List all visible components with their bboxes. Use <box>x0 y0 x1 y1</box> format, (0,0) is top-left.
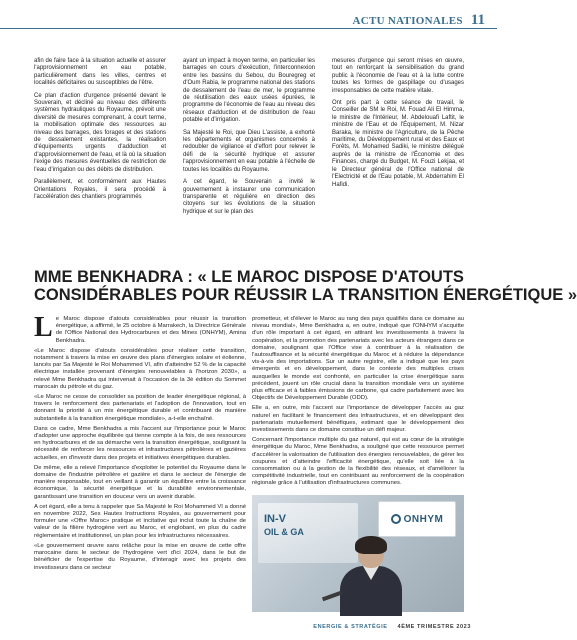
article-title <box>34 268 577 304</box>
previous-article-columns <box>34 58 464 268</box>
paragraph: prometteur, et d'élever le Maroc au rang des pays qualifiés dans ce domaine au niveau mondial», Mme Benkhadra a, en outre, indiqué que l'ONHYM s'acquitte d'un rôle important à cet égard, en attirant les investissements à travers la coopération, et la promotion des partenariats avec les acteurs étrangers dans ce domaine, soulignant que l'Office vise à contribuer à la réalisation de l'autosuffisance et la sécurité énergétique du Maroc et à réduire la dépendance vis-à-vis des importations. Sur un autre registre, elle a indiqué que les pays émergents et en développement, dans le contexte des multiples crises auxquelles le monde est confronté, en particulier la crise énergétique sans précédent, jouent un rôle crucial dans la transition mondiale vers un système plus efficace et à faibles émissions de carbone, qui cadre parfaitement avec les Objectifs de Développement Durable (ODD). <box>252 316 464 402</box>
lead-paragraph: Le Maroc dispose d'atouts considérables pour réussir la transition énergétique, a affirmé, le 25 octobre à Marrakech, la Directrice Générale de l'Office National des Hydrocarbures et des Mines (ONHYM), Amina Benkhadra. <box>34 312 246 344</box>
paragraph: Elle a, en outre, mis l'accent sur l'importance de développer l'accès au gaz naturel en facilitant le financement des infrastructures, et en développant des partenariats mutuellement bénéfiques, estimant que le développement des investissements dans ce domaine constitue un défi majeur. <box>252 405 464 434</box>
column-3 <box>332 58 464 268</box>
paragraph: A cet égard, le Souverain a invité le gouvernement à instaurer une communication transparente et régulière en direction des citoyens sur les évolutions de la situation hydrique et sur le plan des <box>183 179 315 215</box>
page-number: 11 <box>470 12 485 28</box>
speaker-figure <box>336 538 406 612</box>
logo-text: ONHYM <box>403 513 444 525</box>
article-title-line-1: MME BENKHADRA : « LE MAROC DISPOSE D'ATOUTS <box>34 268 464 286</box>
paragraph: «Le Maroc ne cesse de consolider sa position de leader énergétique régional, à travers le renforcement des partenariats et l'adoption de l'innovation, tout en donnant la priorité à un mix énergétique durable et contribuant de manière substantielle à la transition énergétique mondiale», a-t-elle enchaîné. <box>34 394 246 422</box>
banner-text: IN-V <box>264 513 286 525</box>
paragraph: Concernant l'importance multiple du gaz naturel, qui est au cœur de la stratégie énergétique du Maroc, Mme Benkhadra, a souligné que cette ressource permet d'accélérer la valorisation de l'utilisation des énergies renouvelables, de gérer les coupures et d'atteindre l'efficacité énergétique, qu'elle soit liée à la consommation ou à la gestion de la flexibilité des réseaux, et d'améliorer la compétitivité industrielle, tout en contribuant au renforcement de la coopération régionale grâce à l'utilisation d'infrastructures communes. <box>252 437 464 487</box>
magazine-name: ENERGIE & STRATÉGIE <box>313 624 388 630</box>
logo-mark-icon <box>391 514 401 524</box>
right-text-block <box>252 316 464 491</box>
paragraph: «Le gouvernement œuvre sans relâche pour la mise en œuvre de cette offre marocaine dans le secteur de l'hydrogène vert d'ici 2024, dans le but de bénéficier de l'expertise du Royaume, d'interagir avec les projets des investisseurs dans ce secteur <box>34 542 246 571</box>
onhym-logo <box>378 501 456 537</box>
paragraph: afin de faire face à la situation actuelle et assurer l'approvisionnement en eau potable, particulièrement dans les villes, centres et localités déficitaires ou susceptibles de l'être. <box>34 58 166 87</box>
paragraph: Ce plan d'action d'urgence présenté devant le Souverain, et décliné au niveau des différents systèmes hydrauliques du Royaume, prévoit une diversité de mesures comprenant, à court terme, la mobilisation optimale des ressources au niveau des barrages, des forages et des stations de dessalement existantes, la réalisation d'équipements urgents d'adduction et d'approvisionnement de l'eau, et là où la situation l'exige des mesures éventuelles de restriction de l'eau d'irrigation ou des débits de distribution. <box>34 92 166 173</box>
paragraph: A cet égard, elle a tenu à rappeler que Sa Majesté le Roi Mohammed VI a donné en novembre 2022, Ses Hautes Instructions Royales, au gouvernement pour formuler une «Offre Maroc» pratique et incitative qui inclut toute la chaîne de valeur de la filière hydrogène vert au Maroc, et englobant, en plus du cadre réglementaire et institutionnel, un plan pour les infrastructures nécessaires. <box>34 503 246 539</box>
paragraph: ayant un impact à moyen terme, en particulier les barrages en cours d'exécution, l'interconnexion entre les bassins du Sebou, du Bouregreg et d'Oum Rabia, le programme national des stations de dessalement de l'eau de mer, le programme de réutilisation des eaux usées épurées, le programme de l'économie de l'eau au niveau des réseaux d'adduction et de distribution de l'eau potable et d'irrigation. <box>183 58 315 124</box>
paragraph: Ont pris part à cette séance de travail, le Conseiller de SM le Roi, M. Fouad Ali El Himma, le ministre de l'Intérieur, M. Abdelouafi Laftit, le ministre de l'Eau et de l'Équipement, M. Nizar Baraka, le ministre de l'Agriculture, de la Pêche maritime, du Développement rural et des Eaux et Forêts, M. Mohamed Sadiki, le ministre délégué auprès de la ministre de l'Économie et des Finances, chargé du Budget, M. Fouzi Lekjaa, et le Directeur général de l'Office national de l'Electricité et de l'Eau potable, M. Abderrahim El Hafidi. <box>332 100 464 188</box>
banner-subtext: OIL & GA <box>264 527 304 537</box>
paragraph: Parallèlement, et conformément aux Hautes Orientations Royales, il sera procédé à l'accélération des chantiers programmés <box>34 179 166 200</box>
paragraph: Sa Majesté le Roi, que Dieu L'assiste, a exhorté les départements et organismes concernés à redoubler de vigilance et d'effort pour relever le défi de la sécurité hydrique et assurer l'approvisionnement en eau potable à l'échelle de toutes les localités du Royaume. <box>183 129 315 173</box>
column-2 <box>183 58 315 268</box>
page-header <box>352 12 485 29</box>
dropcap: L <box>34 312 53 343</box>
article-left-column <box>34 312 246 619</box>
article-right-column <box>252 316 464 612</box>
section-title: ACTU NATIONALES <box>352 14 463 27</box>
article-title-line-2: CONSIDÉRABLES POUR RÉUSSIR LA TRANSITION ÉNERGÉTIQUE » <box>34 286 577 304</box>
speaker-photo <box>252 495 464 612</box>
paragraph: mesures d'urgence qui seront mises en œuvre, tout en renforçant la sensibilisation du grand public à l'économie de l'eau et à la lutte contre toutes les formes de gaspillage ou d'usages irresponsables de cette matière vitale. <box>332 58 464 94</box>
paragraph: «Le Maroc dispose d'atouts considérables pour réaliser cette transition, notamment à travers la mise en œuvre des plans d'énergies solaire et éolienne, lancés par Sa Majesté le Roi Mohammed VI, afin d'atteindre 52 % de la capacité électrique installée provenant d'énergies renouvelables à l'horizon 2030», a relevé Mme Benkhadra qui intervenait à l'occasion de la 3è édition du Sommet marocain du pétrole et du gaz. <box>34 347 246 390</box>
header-divider <box>0 28 497 29</box>
column-1 <box>34 58 166 268</box>
paragraph: Dans ce cadre, Mme Benkhadra a mis l'accent sur l'importance pour le Maroc d'adopter une approche équilibrée qui tienne compte à la fois, de ses ressources en hydrocarbures et de sa démarche vers la transition énergétique, soulignant la nécessité de renforcer les ressources et infrastructures pétrolières et gazières actuelles, en d'investir dans des projets et initiatives énergétiques durables. <box>34 425 246 461</box>
page-footer <box>313 624 471 630</box>
issue-label: 4ÈME TRIMESTRE 2023 <box>397 624 471 630</box>
paragraph: De même, elle a relevé l'importance d'exploiter le potentiel du Royaume dans le domaine de l'industrie pétrolière et gazière et dans le secteur de l'énergie de manière responsable, tout en veillant à garantir un équilibre entre la croissance économique, la sécurité énergétique et la durabilité environnementale, garantissant une transition en douceur vers un avenir durable. <box>34 464 246 500</box>
